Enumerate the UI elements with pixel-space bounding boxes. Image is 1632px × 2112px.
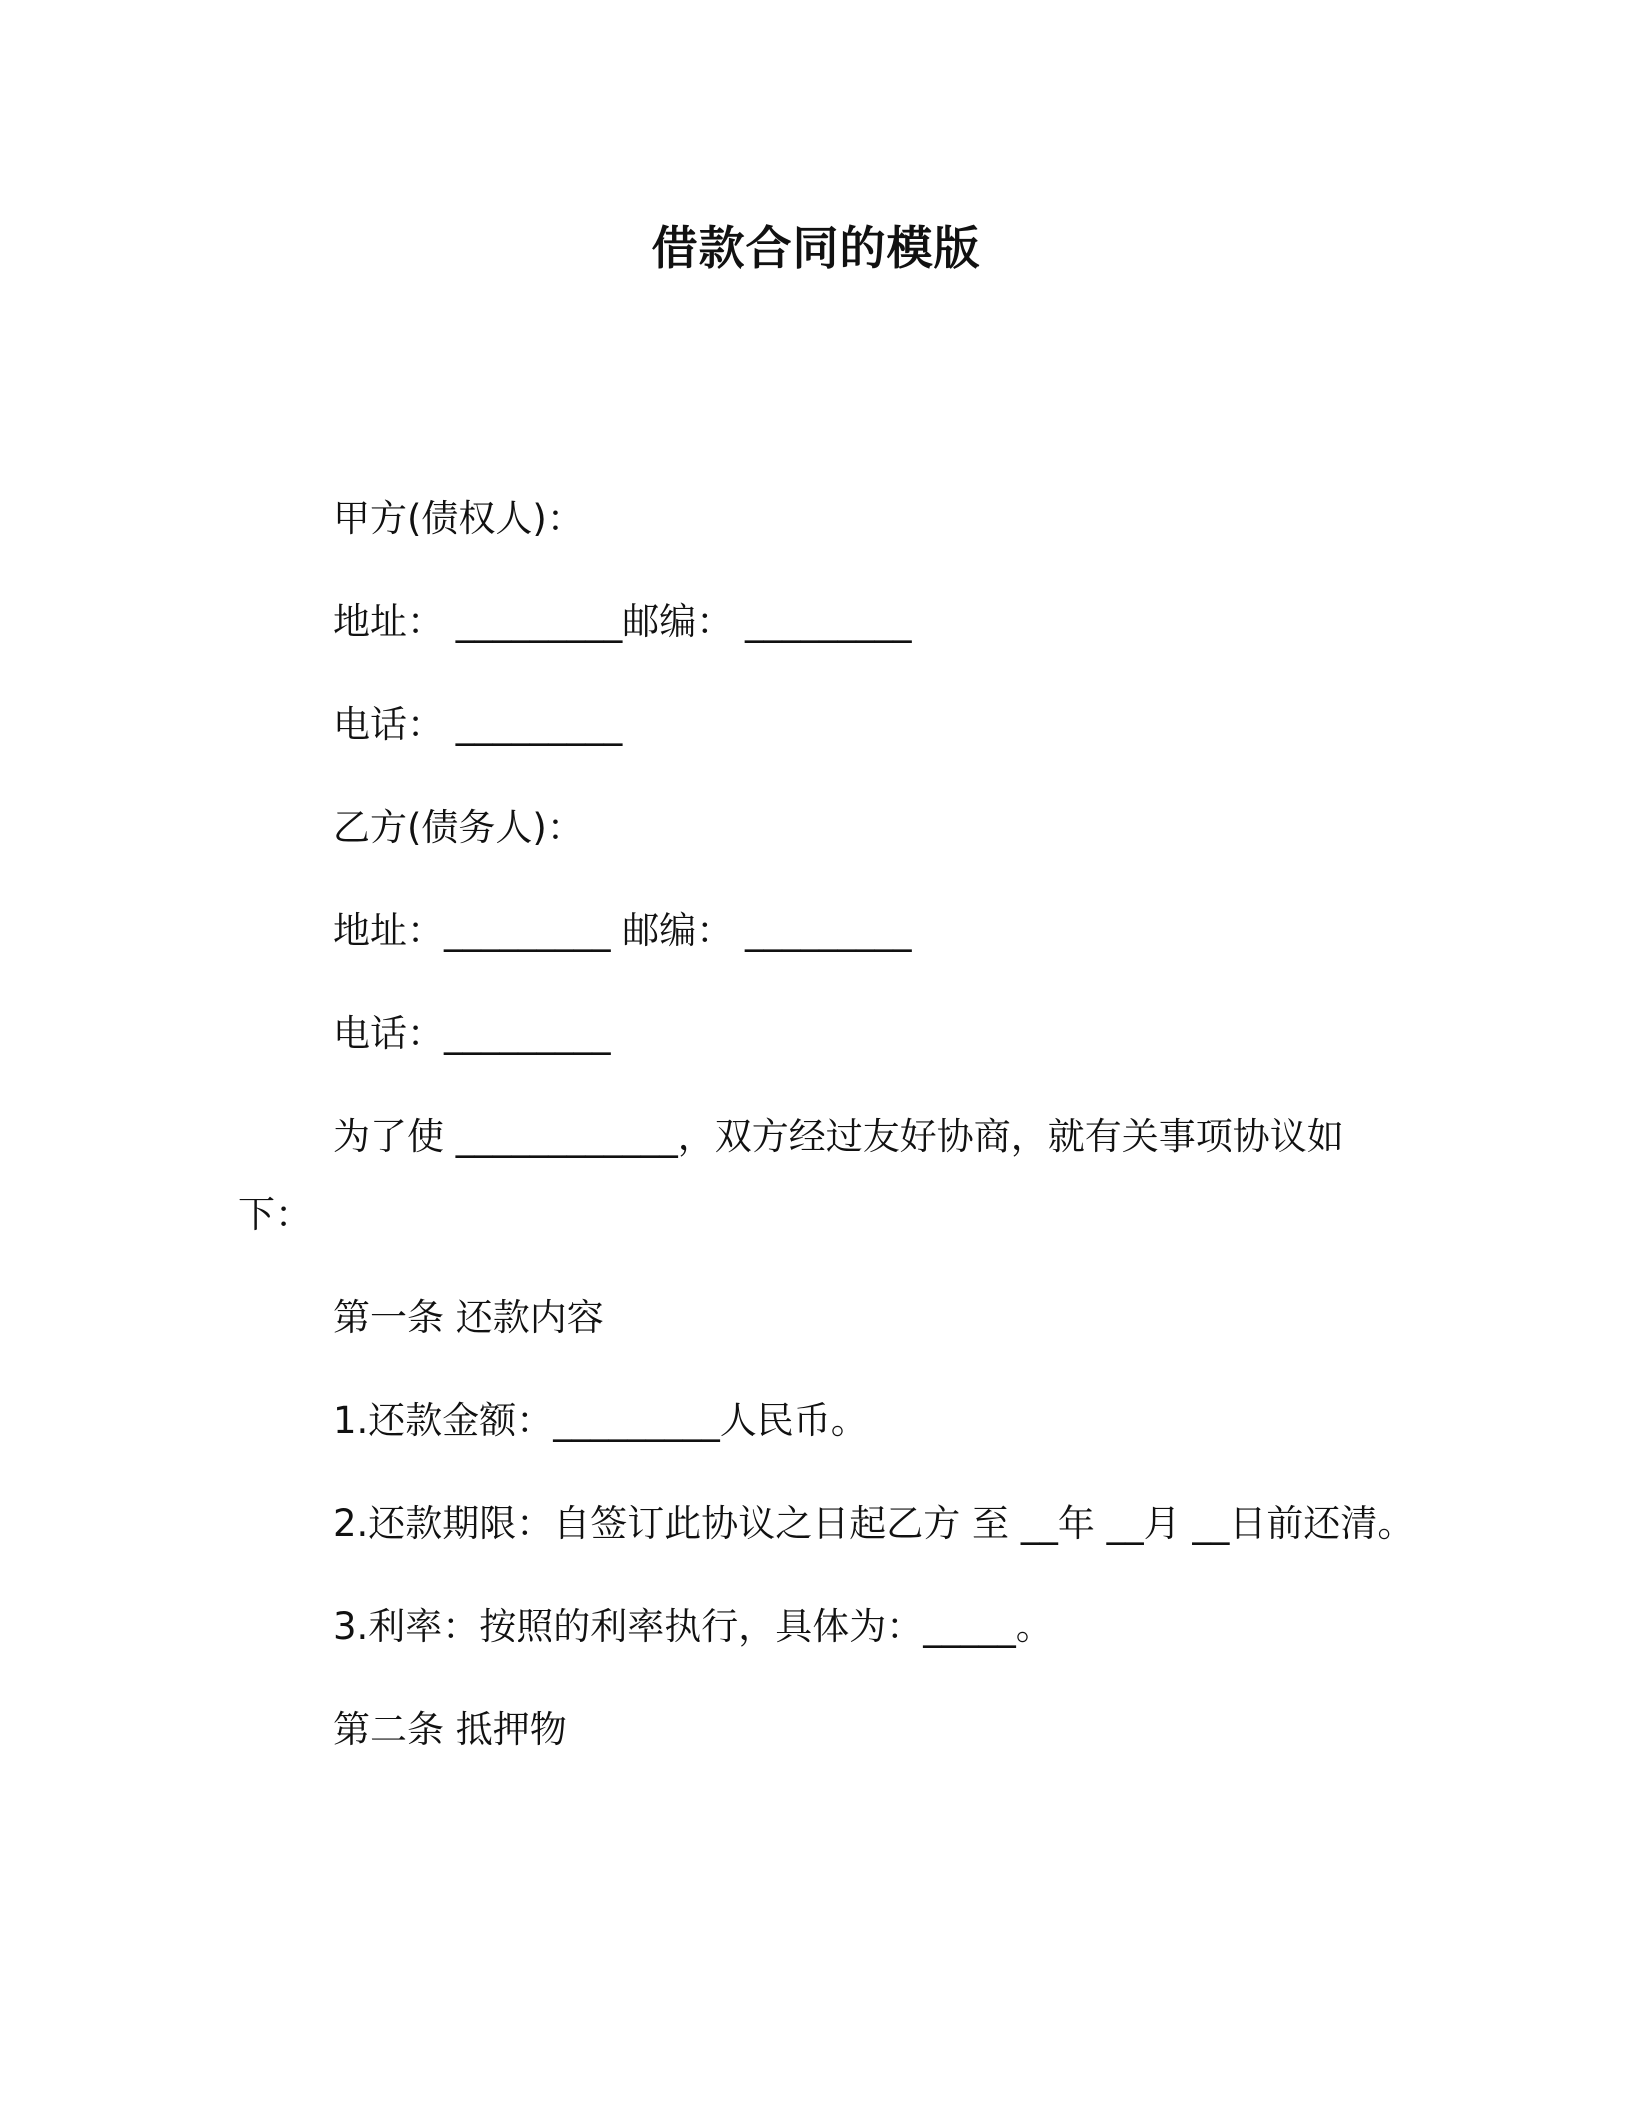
interest-rate-line: 3.利率：按照的利率执行，具体为：_____。 — [333, 1605, 1053, 1648]
article-1-heading: 第一条 还款内容 — [333, 1296, 604, 1339]
party-b-address-line: 地址：_________ 邮编： _________ — [333, 909, 912, 952]
party-a-address-line: 地址： _________邮编： _________ — [333, 600, 912, 643]
party-a-phone-line: 电话： _________ — [333, 703, 623, 746]
purpose-paragraph-line-1: 为了使 ____________，双方经过友好协商，就有关事项协议如 — [333, 1115, 1344, 1158]
article-2-heading: 第二条 抵押物 — [333, 1708, 567, 1751]
repayment-amount-line: 1.还款金额：_________人民币。 — [333, 1399, 868, 1442]
party-a-heading: 甲方(债权人)： — [333, 497, 584, 540]
purpose-paragraph-line-2: 下： — [238, 1193, 312, 1236]
party-b-phone-line: 电话：_________ — [333, 1012, 611, 1055]
party-b-heading: 乙方(债务人)： — [333, 806, 584, 849]
document-title: 借款合同的模版 — [651, 221, 981, 275]
repayment-term-line: 2.还款期限：自签订此协议之日起乙方 至 __年 __月 __日前还清。 — [333, 1502, 1415, 1545]
